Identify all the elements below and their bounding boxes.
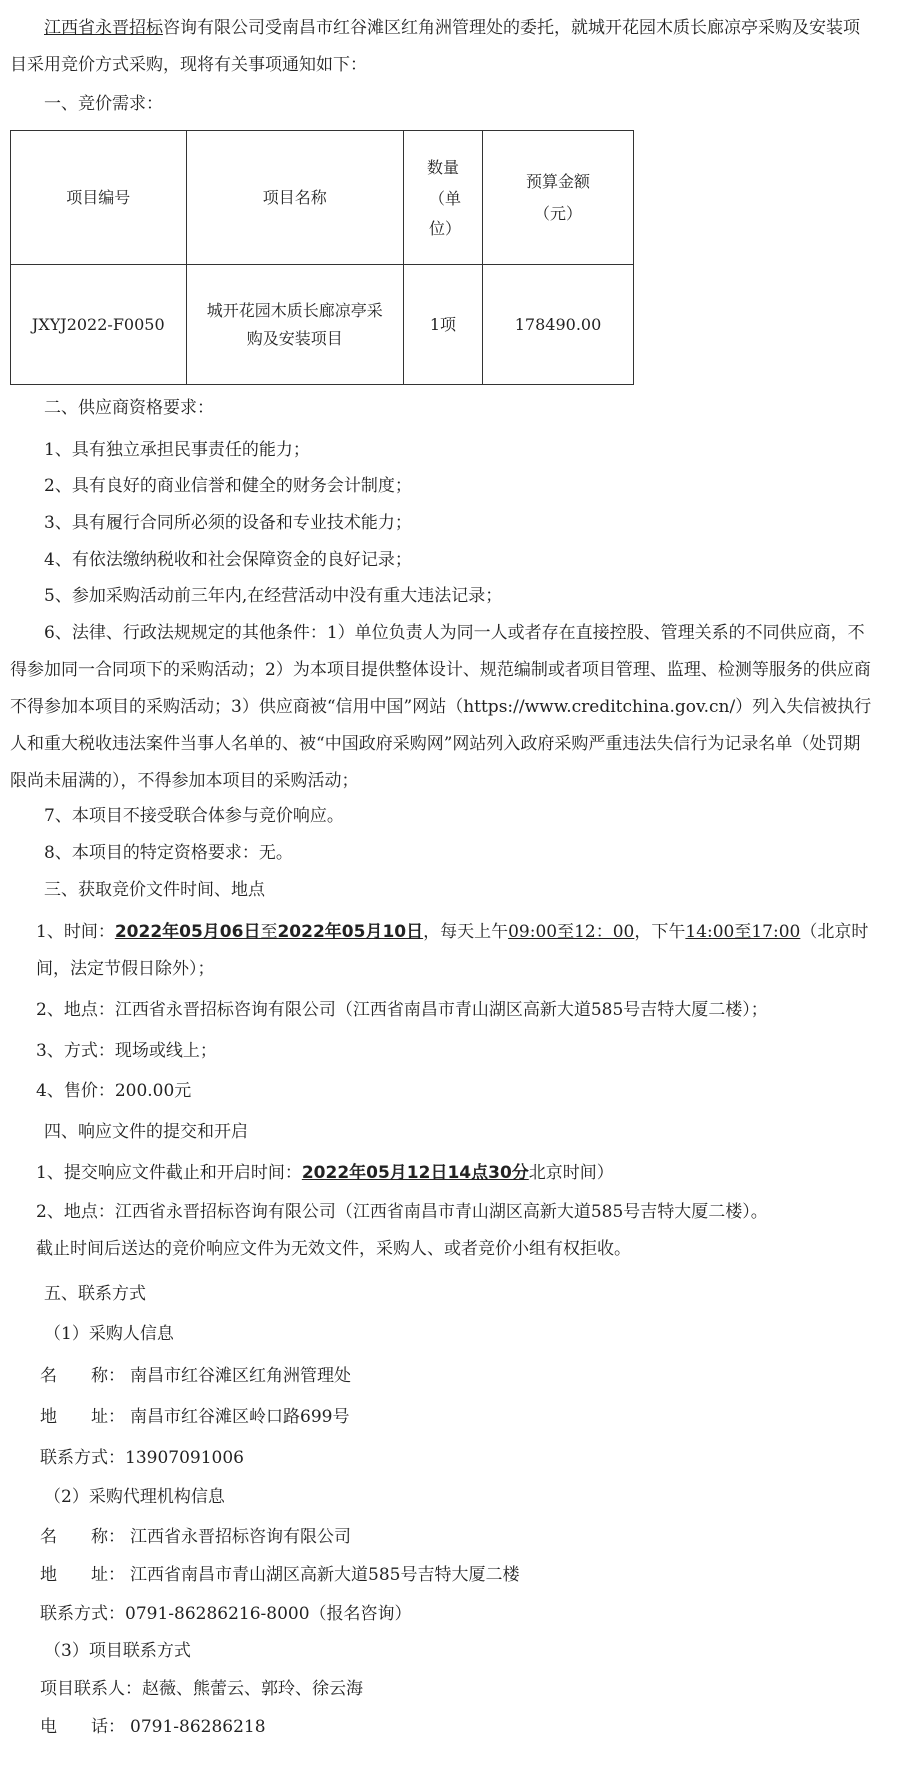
header-name: 项目名称 [186,131,403,265]
cell-code: JXYJ2022-F0050 [11,265,187,385]
qualification-item: 4、有依法缴纳税收和社会保障资金的良好记录； [44,550,412,570]
project-phone-row [40,1709,890,1746]
agency-name: 江西省永晋招标咨询有限公司 [130,1527,351,1547]
acquisition-time [36,914,872,988]
cell-budget: 178490.00 [483,265,634,385]
submission-place [36,1194,872,1268]
time-label: 1、时间： [36,922,115,942]
agency-address-row [40,1557,890,1594]
purchaser-address-label: 地 址： [40,1407,125,1427]
purchaser-contact: 13907091006 [125,1448,244,1468]
agency-contact: 0791-86286216-8000（报名咨询） [125,1604,412,1624]
document-price: 4、售价：200.00元 [36,1081,192,1101]
start-date: 2022年05月06日 [114,922,261,942]
qualification-item: 3、具有履行合同所必须的设备和专业技术能力； [44,513,412,533]
daily-prefix: ，每天上午 [423,922,509,942]
table-header-row [11,131,634,265]
qualification-item: 2、具有良好的商业信誉和健全的财务会计制度； [44,476,412,496]
cell-name: 城开花园木质长廊凉亭采购及安装项目 [186,265,403,385]
project-contact-title: （3）项目联系方式 [44,1641,191,1661]
table-row [11,265,634,385]
header-quantity-line1: 数量 [426,157,459,177]
section-5-title: 五、联系方式 [44,1284,146,1304]
deadline-label: 1、提交响应文件截止和开启时间： [36,1163,302,1183]
morning-hours: 09:00至12：00 [508,922,635,942]
qualification-item: 1、具有独立承担民事责任的能力； [44,440,310,460]
submission-place-text: 2、地点：江西省永晋招标咨询有限公司（江西省南昌市青山湖区高新大道585号吉特大厦二楼）。 [36,1202,768,1222]
purchaser-title: （1）采购人信息 [44,1324,174,1344]
header-code: 项目编号 [11,131,187,265]
requirements-table [10,130,634,385]
agency-address: 江西省南昌市青山湖区高新大道585号吉特大厦二楼 [130,1565,520,1585]
agency-name-row [40,1519,890,1556]
header-quantity-line2: （单位） [428,188,461,238]
section-1-title: 一、竞价需求： [44,94,163,114]
project-phone: 0791-86286218 [130,1717,266,1737]
qualification-item: 8、本项目的特定资格要求：无。 [44,843,293,863]
cell-quantity: 1项 [403,265,482,385]
purchaser-address: 南昌市红谷滩区岭口路699号 [130,1407,350,1427]
header-budget-line2: （元） [534,203,583,223]
acquisition-method: 3、方式：现场或线上； [36,1041,217,1061]
deadline-value: 2022年05月12日14点30分 [301,1163,529,1183]
purchaser-name-label: 名 称： [40,1366,125,1386]
submission-deadline [36,1155,890,1192]
purchaser-contact-label: 联系方式： [40,1448,125,1468]
header-budget-line1: 预算金额 [526,171,591,191]
agency-name-link[interactable]: 江西省永晋招标 [44,18,163,38]
header-budget [483,131,634,265]
submission-note: 截止时间后送达的竞价响应文件为无效文件，采购人、或者竞价小组有权拒收。 [36,1239,631,1259]
to-word: 至 [260,922,278,942]
purchaser-address-row [40,1399,890,1436]
section-4-title: 四、响应文件的提交和开启 [44,1122,248,1142]
intro-paragraph [10,10,872,84]
deadline-suffix: 北京时间） [528,1163,614,1183]
header-quantity [403,131,482,265]
qualification-item-6: 6、法律、行政法规规定的其他条件：1）单位负责人为同一人或者存在直接控股、管理关系的不同供应商，不得参加同一合同项下的采购活动；2）为本项目提供整体设计、规范编制或者项目管理、监理、检测等服务的供应商不得参加本项目的采购活动；3）供应商被“信用中国”网站（https://www.creditchina.gov.cn/）列入失信被执行人和重大税收违法案件当事人名单的、被“中国政府采购网”网站列入政府采购严重违法失信行为记录名单（处罚期限尚未届满的），不得参加本项目的采购活动； [10,623,872,791]
agency-contact-row [40,1596,890,1633]
agency-name-label: 名 称： [40,1527,125,1547]
time-suffix: （北京时间，法定节假日除外）； [36,922,869,979]
intro-text: 咨询有限公司受南昌市红谷滩区红角洲管理处的委托，就城开花园木质长廊凉亭采购及安装项目采用竞价方式采购，现将有关事项通知如下： [10,18,860,75]
afternoon-prefix: ，下午 [634,922,686,942]
purchaser-name: 南昌市红谷滩区红角洲管理处 [130,1366,351,1386]
purchaser-contact-row [40,1440,890,1477]
end-date: 2022年05月10日 [277,922,424,942]
afternoon-hours: 14:00至17:00 [685,922,801,942]
agency-contact-label: 联系方式： [40,1604,125,1624]
project-person-label: 项目联系人： [40,1679,142,1699]
section-2-title: 二、供应商资格要求： [44,398,214,418]
acquisition-place: 2、地点：江西省永晋招标咨询有限公司（江西省南昌市青山湖区高新大道585号吉特大厦二楼）； [36,1000,768,1020]
purchaser-name-row [40,1358,890,1395]
qualification-item: 5、参加采购活动前三年内,在经营活动中没有重大违法记录； [44,586,503,606]
agency-title: （2）采购代理机构信息 [44,1487,225,1507]
qualification-item: 7、本项目不接受联合体参与竞价响应。 [44,806,344,826]
project-person-row [40,1671,890,1708]
section-3-title: 三、获取竞价文件时间、地点 [44,880,265,900]
agency-address-label: 地 址： [40,1565,125,1585]
project-phone-label: 电 话： [40,1717,125,1737]
project-persons: 赵薇、熊蕾云、郭玲、徐云海 [142,1679,363,1699]
